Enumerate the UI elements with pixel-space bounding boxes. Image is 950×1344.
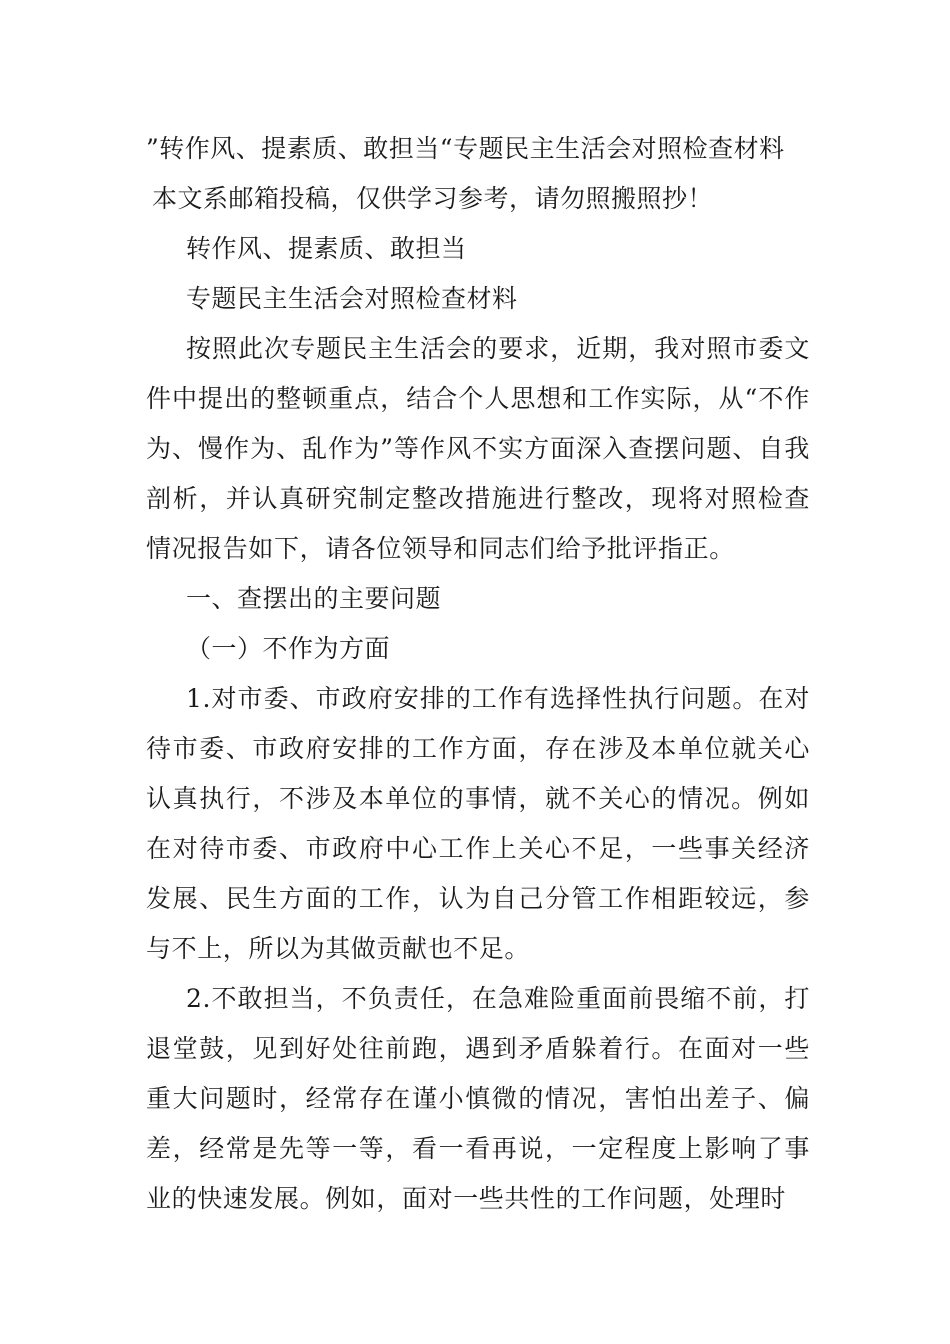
submission-note: 本文系邮箱投稿，仅供学习参考，请勿照搬照抄！ — [152, 184, 714, 213]
heading-line-2: 专题民主生活会对照检查材料 — [186, 284, 518, 313]
subsection-heading: （一）不作为方面 — [186, 634, 391, 663]
item-1-paragraph: 1.对市委、市政府安排的工作有选择性执行问题。在对待市委、市政府安排的工作方面，存在涉及本单位就关心认真执行，不涉及本单位的事情，就不关心的情况。例如在对待市委、市政府中心工作上关心不足，一些事关经济发展、民生方面的工作，认为自己分管工作相距较远，参与不上，所以为其做贡献也不足。 — [146, 684, 810, 963]
heading-line-1: 转作风、提素质、敢担当 — [186, 234, 467, 263]
item-2-paragraph: 2.不敢担当，不负责任，在急难险重面前畏缩不前，打退堂鼓，见到好处往前跑，遇到矛盾躲着行。在面对一些重大问题时，经常存在谨小慎微的情况，害怕出差子、偏差，经常是先等一等，看一看再说，一定程度上影响了事业的快速发展。例如，面对一些共性的工作问题，处理时 — [146, 984, 810, 1213]
section-heading: 一、查摆出的主要问题 — [186, 584, 442, 613]
intro-paragraph: 按照此次专题民主生活会的要求，近期，我对照市委文件中提出的整顿重点，结合个人思想和工作实际，从“不作为、慢作为、乱作为”等作风不实方面深入查摆问题、自我剖析，并认真研究制定整改措施进行整改，现将对照检查情况报告如下，请各位领导和同志们给予批评指正。 — [146, 334, 810, 563]
document-title: ”转作风、提素质、敢担当“专题民主生活会对照检查材料 — [146, 134, 785, 163]
document-body — [146, 124, 810, 1224]
